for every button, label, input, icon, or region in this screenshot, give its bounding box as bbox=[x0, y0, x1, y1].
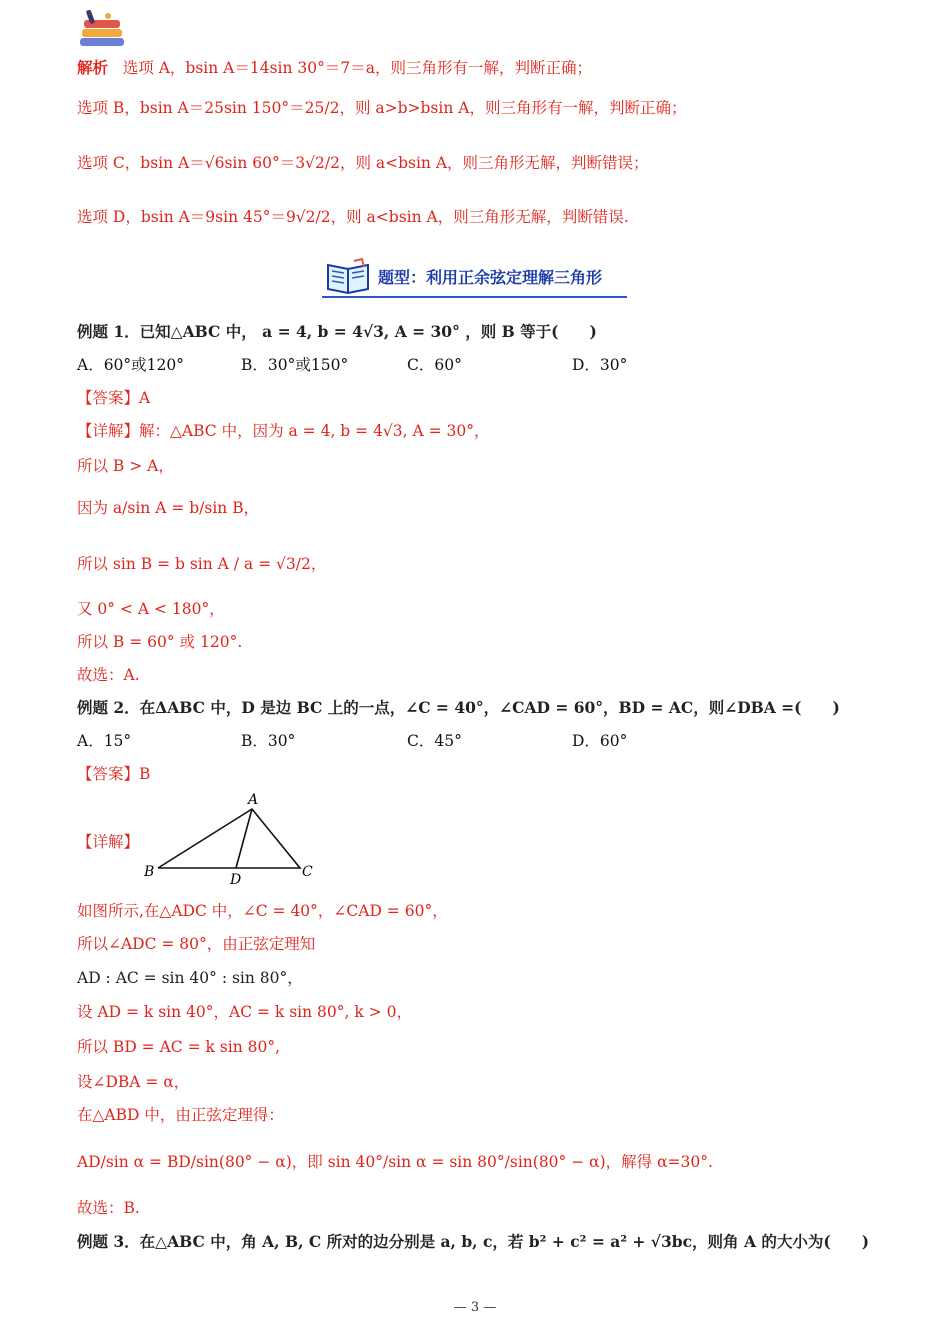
triangle-figure bbox=[140, 788, 320, 888]
open-book-icon bbox=[324, 257, 372, 295]
example2-option-a: A．15° bbox=[77, 732, 132, 750]
example1-step-6: 所以 B = 60° 或 120°. bbox=[77, 633, 243, 651]
example1-option-a: A．60°或120° bbox=[77, 356, 185, 374]
heading-underline bbox=[322, 296, 627, 298]
example3-question: 例题 3．在△ABC 中，角 A, B, C 所对的边分别是 a, b, c，若 b² + c² = a² + √3bc，则角 A 的大小为( ) bbox=[77, 1232, 870, 1251]
example1-step-3: 因为 a/sin A = b/sin B， bbox=[77, 499, 260, 517]
example2-step-5: 所以 BD = AC = k sin 80°, bbox=[77, 1038, 281, 1056]
example1-step-1: 【详解】解：△ABC 中，因为 a = 4, b = 4√3, A = 30°， bbox=[77, 422, 490, 440]
example1-step-7: 故选：A. bbox=[77, 666, 140, 684]
example2-step-4: 设 AD = k sin 40°，AC = k sin 80°, k > 0， bbox=[77, 1003, 412, 1021]
analysis-option-d: 选项 D，bsin A＝9sin 45°＝9√2/2，则 a<bsin A，则三角形无解，判断错误. bbox=[77, 208, 629, 226]
example2-step-9: 故选：B. bbox=[77, 1199, 140, 1217]
example2-step-2: 所以∠ADC = 80°，由正弦定理知 bbox=[77, 935, 316, 953]
example2-option-d: D．60° bbox=[572, 732, 628, 750]
example1-answer: 【答案】A bbox=[77, 389, 151, 407]
example2-option-c: C．45° bbox=[407, 732, 462, 750]
analysis-option-b: 选项 B，bsin A＝25sin 150°＝25/2，则 a>b>bsin A，则三角形有一解，判断正确； bbox=[77, 99, 687, 117]
section-heading-text: 题型：利用正余弦定理解三角形 bbox=[378, 268, 603, 287]
example2-step-3: AD : AC = sin 40° : sin 80°， bbox=[77, 969, 303, 987]
example1-option-d: D．30° bbox=[572, 356, 628, 374]
books-icon bbox=[78, 8, 128, 50]
example2-question: 例题 2．在ΔABC 中，D 是边 BC 上的一点，∠C = 40°，∠CAD = 60°，BD = AC，则∠DBA =( ) bbox=[77, 698, 840, 717]
section-heading bbox=[322, 255, 627, 299]
example2-step-6: 设∠DBA = α， bbox=[77, 1073, 190, 1091]
example2-option-b: B．30° bbox=[241, 732, 296, 750]
example2-answer: 【答案】B bbox=[77, 765, 151, 783]
example1-step-5: 又 0° < A < 180°， bbox=[77, 600, 225, 618]
vertex-label-c: C bbox=[302, 864, 313, 880]
analysis-option-c: 选项 C，bsin A＝√6sin 60°＝3√2/2，则 a<bsin A，则三角形无解，判断错误； bbox=[77, 154, 649, 172]
example2-step-7: 在△ABD 中，由正弦定理得： bbox=[77, 1106, 284, 1124]
example1-question: 例题 1．已知△ABC 中， a = 4, b = 4√3, A = 30° ，则 B 等于( ) bbox=[77, 322, 597, 341]
analysis-option-a: 解析 选项 A，bsin A＝14sin 30°＝7＝a，则三角形有一解，判断正确； bbox=[77, 59, 592, 77]
example2-detail-label: 【详解】 bbox=[77, 833, 140, 851]
vertex-label-a: A bbox=[248, 792, 259, 808]
analysis-label: 解析 bbox=[77, 59, 109, 77]
example2-step-8: AD/sin α = BD/sin(80° − α)，即 sin 40°/sin α = sin 80°/sin(80° − α)，解得 α=30°. bbox=[77, 1153, 713, 1171]
example1-option-b: B．30°或150° bbox=[241, 356, 349, 374]
vertex-label-d: D bbox=[230, 872, 242, 888]
page-number: — 3 — bbox=[453, 1300, 497, 1315]
example2-step-1: 如图所示,在△ADC 中，∠C = 40°，∠CAD = 60°， bbox=[77, 902, 448, 920]
example1-step-2: 所以 B > A， bbox=[77, 457, 174, 475]
example1-step-4: 所以 sin B = b sin A / a = √3/2， bbox=[77, 555, 327, 573]
example1-option-c: C．60° bbox=[407, 356, 462, 374]
vertex-label-b: B bbox=[144, 864, 155, 880]
